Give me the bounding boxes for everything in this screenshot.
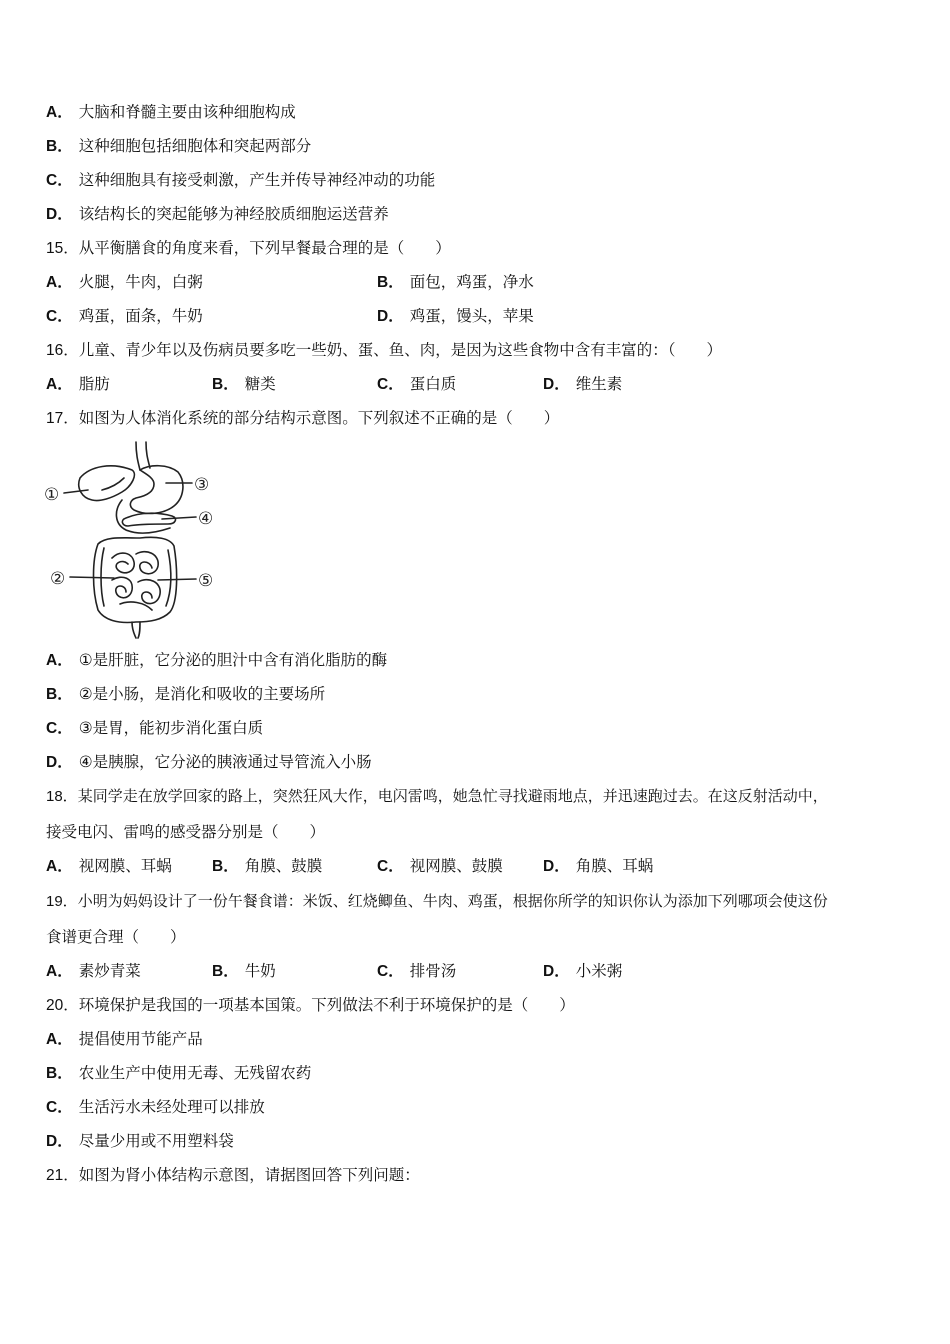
figure-label-1: ① — [44, 485, 60, 505]
digestive-system-figure — [40, 440, 230, 640]
small-intestine-coil — [112, 553, 134, 573]
q17-option-c: C． ③是胃，能初步消化蛋白质 — [46, 719, 264, 737]
duodenum-outline — [116, 500, 170, 533]
q19-option-b: B． 牛奶 — [212, 962, 276, 980]
liver-lobe-line — [102, 478, 124, 490]
q18-stem-line2: 接受电闪、雷鸣的感受器分别是（ ） — [46, 823, 326, 841]
figure-label-2: ② — [50, 569, 66, 589]
q19-option-a: A． 素炒青菜 — [46, 962, 141, 980]
q20-option-c: C． 生活污水未经处理可以排放 — [46, 1098, 265, 1116]
q15-stem: 15．从平衡膳食的角度来看，下列早餐最合理的是（ ） — [46, 239, 451, 257]
q20-option-b: B． 农业生产中使用无毒、无残留农药 — [46, 1064, 312, 1082]
digestive-system-diagram — [40, 440, 230, 640]
pancreas-outline — [122, 513, 175, 526]
q20-stem: 20．环境保护是我国的一项基本国策。下列做法不利于环境保护的是（ ） — [46, 996, 575, 1014]
q15-option-a: A． 火腿，牛肉，白粥 — [46, 273, 203, 291]
q16-option-b: B． 糖类 — [212, 375, 276, 393]
q15-option-c: C． 鸡蛋，面条，牛奶 — [46, 307, 203, 325]
q15-option-d: D． 鸡蛋，馒头，苹果 — [377, 307, 534, 325]
figure-label-4: ④ — [198, 509, 214, 529]
q14-option-d: D． 该结构长的突起能够为神经胶质细胞运送营养 — [46, 205, 389, 223]
figure-label-5: ⑤ — [198, 571, 214, 591]
q14-option-b: B． 这种细胞包括细胞体和突起两部分 — [46, 137, 312, 155]
q17-option-b: B． ②是小肠，是消化和吸收的主要场所 — [46, 685, 326, 703]
q16-option-d: D． 维生素 — [543, 375, 623, 393]
pointer-line-1 — [64, 490, 88, 493]
q20-option-d: D． 尽量少用或不用塑料袋 — [46, 1132, 234, 1150]
q19-stem-line2: 食谱更合理（ ） — [46, 928, 186, 946]
q16-stem: 16．儿童、青少年以及伤病员要多吃一些奶、蛋、鱼、肉，是因为这些食物中含有丰富的：（ ） — [46, 341, 723, 359]
q18-stem-line1: 18．某同学走在放学回家的路上，突然狂风大作，电闪雷鸣，她急忙寻找避雨地点，并迅速跑过去。在这反射活动中， — [46, 787, 828, 805]
small-intestine-coil — [136, 552, 158, 574]
q17-option-d: D． ④是胰腺，它分泌的胰液通过导管流入小肠 — [46, 753, 372, 771]
q21-stem: 21．如图为肾小体结构示意图，请据图回答下列问题： — [46, 1166, 420, 1184]
q18-option-b: B． 角膜、鼓膜 — [212, 857, 323, 875]
pointer-line-5 — [158, 579, 196, 580]
q18-option-a: A． 视网膜、耳蜗 — [46, 857, 172, 875]
small-intestine-coil — [112, 577, 132, 598]
large-intestine-inner — [166, 550, 171, 606]
q15-option-b: B． 面包，鸡蛋，净水 — [377, 273, 534, 291]
q19-stem-line1: 19．小明为妈妈设计了一份午餐食谱：米饭、红烧鲫鱼、牛肉、鸡蛋，根据你所学的知识你认为添加下列哪项会使这份 — [46, 892, 828, 910]
q18-option-c: C． 视网膜、鼓膜 — [377, 857, 503, 875]
q16-option-c: C． 蛋白质 — [377, 375, 457, 393]
stomach-outline — [130, 466, 183, 514]
q19-option-d: D． 小米粥 — [543, 962, 623, 980]
rectum-outline — [132, 622, 136, 638]
rectum-outline — [138, 622, 140, 638]
liver-outline — [79, 466, 135, 501]
q19-option-c: C． 排骨汤 — [377, 962, 457, 980]
q17-stem: 17．如图为人体消化系统的部分结构示意图。下列叙述不正确的是（ ） — [46, 409, 560, 427]
small-intestine-coil — [138, 580, 160, 604]
q16-option-a: A． 脂肪 — [46, 375, 110, 393]
q14-option-c: C． 这种细胞具有接受刺激，产生并传导神经冲动的功能 — [46, 171, 436, 189]
pointer-line-2 — [70, 577, 114, 578]
q17-option-a: A． ①是肝脏，它分泌的胆汁中含有消化脂肪的酶 — [46, 651, 388, 669]
figure-label-3: ③ — [194, 475, 210, 495]
esophagus-outline — [136, 442, 140, 470]
q14-option-a: A． 大脑和脊髓主要由该种细胞构成 — [46, 103, 296, 121]
q18-option-d: D． 角膜、耳蜗 — [543, 857, 654, 875]
pointer-line-4 — [162, 517, 196, 519]
q20-option-a: A． 提倡使用节能产品 — [46, 1030, 203, 1048]
esophagus-outline — [146, 442, 150, 468]
